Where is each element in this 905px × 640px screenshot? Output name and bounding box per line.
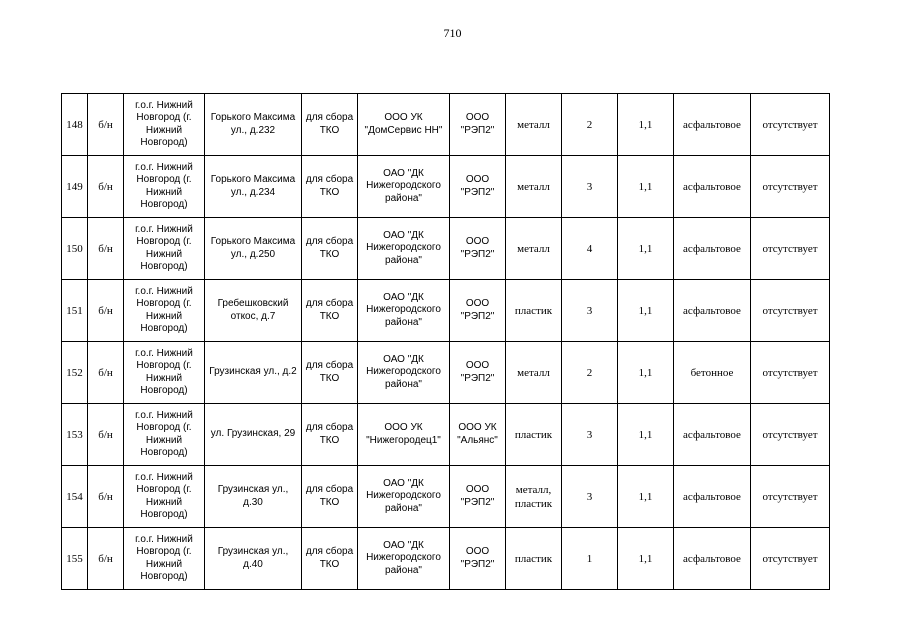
house-number-cell: б/н bbox=[88, 404, 124, 466]
purpose-cell: для сбора ТКО bbox=[302, 218, 358, 280]
purpose-cell: для сбора ТКО bbox=[302, 280, 358, 342]
row-number-cell: 151 bbox=[62, 280, 88, 342]
owner-cell: ОАО "ДК Нижегородского района" bbox=[358, 218, 450, 280]
container-volume-cell: 1,1 bbox=[618, 528, 674, 590]
container-volume-cell: 1,1 bbox=[618, 466, 674, 528]
row-number-cell: 155 bbox=[62, 528, 88, 590]
table-row bbox=[62, 466, 830, 528]
address-cell: Грузинская ул., д.40 bbox=[205, 528, 302, 590]
owner-cell: ОАО "ДК Нижегородского района" bbox=[358, 342, 450, 404]
container-volume-cell: 1,1 bbox=[618, 94, 674, 156]
house-number-cell: б/н bbox=[88, 280, 124, 342]
surface-type-cell: асфальтовое bbox=[674, 280, 751, 342]
container-count-cell: 4 bbox=[562, 218, 618, 280]
purpose-cell: для сбора ТКО bbox=[302, 528, 358, 590]
row-number-cell: 149 bbox=[62, 156, 88, 218]
container-volume-cell: 1,1 bbox=[618, 404, 674, 466]
house-number-cell: б/н bbox=[88, 156, 124, 218]
container-material-cell: металл bbox=[506, 218, 562, 280]
purpose-cell: для сбора ТКО bbox=[302, 94, 358, 156]
address-cell: Грузинская ул., д.2 bbox=[205, 342, 302, 404]
container-count-cell: 3 bbox=[562, 156, 618, 218]
house-number-cell: б/н bbox=[88, 342, 124, 404]
container-material-cell: металл bbox=[506, 94, 562, 156]
purpose-cell: для сбора ТКО bbox=[302, 342, 358, 404]
address-cell: Горького Максима ул., д.234 bbox=[205, 156, 302, 218]
fence-cell: отсутствует bbox=[751, 156, 830, 218]
fence-cell: отсутствует bbox=[751, 94, 830, 156]
municipality-cell: г.о.г. Нижний Новгород (г. Нижний Новгород) bbox=[124, 404, 205, 466]
container-volume-cell: 1,1 bbox=[618, 342, 674, 404]
municipality-cell: г.о.г. Нижний Новгород (г. Нижний Новгород) bbox=[124, 218, 205, 280]
container-count-cell: 1 bbox=[562, 528, 618, 590]
surface-type-cell: асфальтовое bbox=[674, 404, 751, 466]
address-cell: Горького Максима ул., д.232 bbox=[205, 94, 302, 156]
surface-type-cell: асфальтовое bbox=[674, 156, 751, 218]
fence-cell: отсутствует bbox=[751, 466, 830, 528]
container-material-cell: пластик bbox=[506, 528, 562, 590]
municipality-cell: г.о.г. Нижний Новгород (г. Нижний Новгород) bbox=[124, 156, 205, 218]
operator-cell: ООО "РЭП2" bbox=[450, 280, 506, 342]
page-number: 710 bbox=[443, 26, 462, 40]
operator-cell: ООО "РЭП2" bbox=[450, 94, 506, 156]
fence-cell: отсутствует bbox=[751, 342, 830, 404]
container-material-cell: пластик bbox=[506, 280, 562, 342]
address-cell: Грузинская ул., д.30 bbox=[205, 466, 302, 528]
container-count-cell: 3 bbox=[562, 466, 618, 528]
row-number-cell: 154 bbox=[62, 466, 88, 528]
municipality-cell: г.о.г. Нижний Новгород (г. Нижний Новгород) bbox=[124, 94, 205, 156]
operator-cell: ООО УК "Альянс" bbox=[450, 404, 506, 466]
container-count-cell: 2 bbox=[562, 342, 618, 404]
operator-cell: ООО "РЭП2" bbox=[450, 342, 506, 404]
municipality-cell: г.о.г. Нижний Новгород (г. Нижний Новгород) bbox=[124, 466, 205, 528]
container-material-cell: металл bbox=[506, 156, 562, 218]
house-number-cell: б/н bbox=[88, 528, 124, 590]
container-material-cell: металл, пластик bbox=[506, 466, 562, 528]
container-count-cell: 3 bbox=[562, 280, 618, 342]
operator-cell: ООО "РЭП2" bbox=[450, 156, 506, 218]
owner-cell: ООО УК "ДомСервис НН" bbox=[358, 94, 450, 156]
address-cell: Гребешковский откос, д.7 bbox=[205, 280, 302, 342]
row-number-cell: 148 bbox=[62, 94, 88, 156]
container-count-cell: 3 bbox=[562, 404, 618, 466]
purpose-cell: для сбора ТКО bbox=[302, 466, 358, 528]
owner-cell: ОАО "ДК Нижегородского района" bbox=[358, 156, 450, 218]
waste-sites-table bbox=[61, 93, 830, 590]
table-row bbox=[62, 404, 830, 466]
house-number-cell: б/н bbox=[88, 466, 124, 528]
operator-cell: ООО "РЭП2" bbox=[450, 218, 506, 280]
surface-type-cell: асфальтовое bbox=[674, 466, 751, 528]
owner-cell: ОАО "ДК Нижегородского района" bbox=[358, 280, 450, 342]
address-cell: Горького Максима ул., д.250 bbox=[205, 218, 302, 280]
operator-cell: ООО "РЭП2" bbox=[450, 466, 506, 528]
table-row bbox=[62, 342, 830, 404]
operator-cell: ООО "РЭП2" bbox=[450, 528, 506, 590]
fence-cell: отсутствует bbox=[751, 528, 830, 590]
container-material-cell: металл bbox=[506, 342, 562, 404]
surface-type-cell: бетонное bbox=[674, 342, 751, 404]
table-row bbox=[62, 280, 830, 342]
municipality-cell: г.о.г. Нижний Новгород (г. Нижний Новгород) bbox=[124, 528, 205, 590]
owner-cell: ОАО "ДК Нижегородского района" bbox=[358, 528, 450, 590]
container-volume-cell: 1,1 bbox=[618, 280, 674, 342]
house-number-cell: б/н bbox=[88, 218, 124, 280]
row-number-cell: 150 bbox=[62, 218, 88, 280]
surface-type-cell: асфальтовое bbox=[674, 528, 751, 590]
table-row bbox=[62, 218, 830, 280]
row-number-cell: 153 bbox=[62, 404, 88, 466]
container-material-cell: пластик bbox=[506, 404, 562, 466]
owner-cell: ОАО "ДК Нижегородского района" bbox=[358, 466, 450, 528]
row-number-cell: 152 bbox=[62, 342, 88, 404]
purpose-cell: для сбора ТКО bbox=[302, 156, 358, 218]
table-row bbox=[62, 156, 830, 218]
table-row bbox=[62, 94, 830, 156]
address-cell: ул. Грузинская, 29 bbox=[205, 404, 302, 466]
municipality-cell: г.о.г. Нижний Новгород (г. Нижний Новгород) bbox=[124, 280, 205, 342]
purpose-cell: для сбора ТКО bbox=[302, 404, 358, 466]
table-body bbox=[62, 94, 830, 590]
house-number-cell: б/н bbox=[88, 94, 124, 156]
container-count-cell: 2 bbox=[562, 94, 618, 156]
municipality-cell: г.о.г. Нижний Новгород (г. Нижний Новгород) bbox=[124, 342, 205, 404]
surface-type-cell: асфальтовое bbox=[674, 94, 751, 156]
container-volume-cell: 1,1 bbox=[618, 156, 674, 218]
fence-cell: отсутствует bbox=[751, 280, 830, 342]
owner-cell: ООО УК "Нижегородец1" bbox=[358, 404, 450, 466]
fence-cell: отсутствует bbox=[751, 218, 830, 280]
table-row bbox=[62, 528, 830, 590]
container-volume-cell: 1,1 bbox=[618, 218, 674, 280]
fence-cell: отсутствует bbox=[751, 404, 830, 466]
surface-type-cell: асфальтовое bbox=[674, 218, 751, 280]
